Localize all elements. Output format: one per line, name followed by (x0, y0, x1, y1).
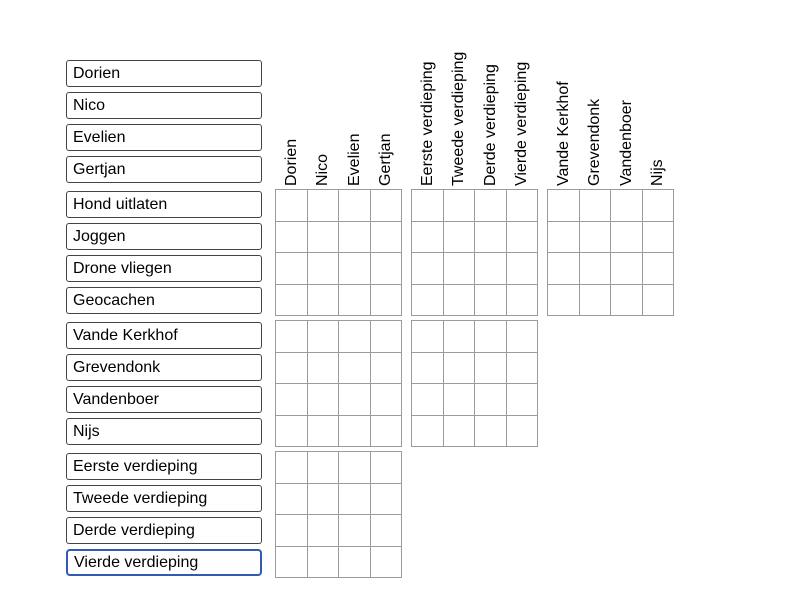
row-label-joggen[interactable] (66, 223, 262, 250)
grid-cell[interactable] (371, 222, 403, 254)
grid-cell[interactable] (276, 353, 308, 385)
grid-cell[interactable] (308, 384, 340, 416)
row-label-vande-kerkhof[interactable] (66, 322, 262, 349)
row-label-nijs[interactable] (66, 418, 262, 445)
grid-cell[interactable] (412, 222, 444, 254)
grid-cell[interactable] (308, 452, 340, 484)
grid-cell[interactable] (276, 452, 308, 484)
col-header-evelien: Evelien (345, 133, 363, 186)
grid-cell[interactable] (444, 222, 476, 254)
grid-cell[interactable] (371, 547, 403, 579)
grid-cell[interactable] (276, 384, 308, 416)
grid-cell[interactable] (580, 253, 612, 285)
grid-cell[interactable] (475, 384, 507, 416)
grid-cell[interactable] (643, 190, 675, 222)
col-header-gertjan: Gertjan (377, 133, 395, 186)
col-header-tweede-verdieping: Tweede verdieping (450, 51, 468, 186)
col-header-vierde-verdieping: Vierde verdieping (513, 61, 531, 186)
grid-cell[interactable] (475, 416, 507, 448)
grid-cell[interactable] (611, 222, 643, 254)
grid-cell[interactable] (548, 190, 580, 222)
grid-cell[interactable] (507, 190, 539, 222)
grid-cell[interactable] (371, 452, 403, 484)
grid-block-activities-surnames (547, 189, 674, 316)
row-label-evelien[interactable] (66, 124, 262, 151)
grid-cell[interactable] (444, 321, 476, 353)
grid-cell[interactable] (412, 321, 444, 353)
grid-cell[interactable] (339, 484, 371, 516)
col-header-dorien: Dorien (282, 138, 300, 186)
grid-cell[interactable] (276, 285, 308, 317)
row-label-drone-vliegen[interactable] (66, 255, 262, 282)
row-label-eerste-verdieping[interactable] (66, 453, 262, 480)
row-label-grevendonk[interactable] (66, 354, 262, 381)
col-header-derde-verdieping: Derde verdieping (481, 64, 499, 186)
grid-cell[interactable] (507, 416, 539, 448)
grid-cell[interactable] (339, 285, 371, 317)
grid-cell[interactable] (444, 416, 476, 448)
row-label-vandenboer[interactable] (66, 386, 262, 413)
grid-cell[interactable] (444, 190, 476, 222)
grid-cell[interactable] (339, 452, 371, 484)
grid-cell[interactable] (339, 547, 371, 579)
grid-cell[interactable] (276, 253, 308, 285)
grid-cell[interactable] (412, 416, 444, 448)
grid-cell[interactable] (276, 416, 308, 448)
grid-cell[interactable] (444, 285, 476, 317)
grid-cell[interactable] (308, 484, 340, 516)
grid-cell[interactable] (371, 285, 403, 317)
grid-cell[interactable] (308, 547, 340, 579)
grid-block-surnames-persons (275, 320, 402, 447)
grid-cell[interactable] (643, 222, 675, 254)
grid-cell[interactable] (276, 321, 308, 353)
grid-cell[interactable] (339, 416, 371, 448)
grid-cell[interactable] (308, 416, 340, 448)
grid-cell[interactable] (507, 253, 539, 285)
grid-block-floors-persons (275, 451, 402, 578)
grid-cell[interactable] (371, 515, 403, 547)
grid-cell[interactable] (475, 222, 507, 254)
grid-cell[interactable] (339, 190, 371, 222)
grid-cell[interactable] (339, 222, 371, 254)
grid-block-surnames-floors (411, 320, 538, 447)
grid-cell[interactable] (475, 253, 507, 285)
grid-cell[interactable] (308, 253, 340, 285)
grid-cell[interactable] (412, 353, 444, 385)
grid-cell[interactable] (276, 222, 308, 254)
grid-cell[interactable] (371, 353, 403, 385)
grid-cell[interactable] (507, 384, 539, 416)
grid-cell[interactable] (412, 253, 444, 285)
grid-cell[interactable] (276, 547, 308, 579)
grid-cell[interactable] (276, 484, 308, 516)
col-header-eerste-verdieping: Eerste verdieping (418, 61, 436, 186)
row-label-dorien[interactable] (66, 60, 262, 87)
grid-cell[interactable] (475, 321, 507, 353)
grid-cell[interactable] (276, 515, 308, 547)
grid-cell[interactable] (643, 253, 675, 285)
grid-cell[interactable] (580, 190, 612, 222)
grid-cell[interactable] (548, 253, 580, 285)
col-header-grevendonk: Grevendonk (586, 98, 604, 186)
grid-cell[interactable] (643, 285, 675, 317)
grid-cell[interactable] (308, 190, 340, 222)
grid-cell[interactable] (371, 484, 403, 516)
grid-cell[interactable] (507, 222, 539, 254)
grid-cell[interactable] (611, 253, 643, 285)
row-label-geocachen[interactable] (66, 287, 262, 314)
grid-cell[interactable] (412, 384, 444, 416)
grid-cell[interactable] (371, 253, 403, 285)
grid-cell[interactable] (276, 190, 308, 222)
column-header-group-surnames (548, 8, 674, 186)
grid-cell[interactable] (339, 384, 371, 416)
grid-cell[interactable] (548, 222, 580, 254)
row-label-tweede-verdieping[interactable] (66, 485, 262, 512)
grid-block-activities-persons (275, 189, 402, 316)
grid-cell[interactable] (507, 285, 539, 317)
grid-cell[interactable] (371, 384, 403, 416)
grid-cell[interactable] (339, 515, 371, 547)
col-header-vandenboer: Vandenboer (617, 100, 635, 186)
grid-block-activities-floors (411, 189, 538, 316)
grid-cell[interactable] (611, 190, 643, 222)
grid-cell[interactable] (308, 222, 340, 254)
grid-cell[interactable] (412, 190, 444, 222)
grid-cell[interactable] (611, 285, 643, 317)
row-label-nico[interactable] (66, 92, 262, 119)
grid-cell[interactable] (580, 285, 612, 317)
grid-cell[interactable] (412, 285, 444, 317)
row-label-derde-verdieping[interactable] (66, 517, 262, 544)
grid-cell[interactable] (308, 353, 340, 385)
grid-cell[interactable] (371, 416, 403, 448)
grid-cell[interactable] (475, 190, 507, 222)
grid-cell[interactable] (339, 253, 371, 285)
grid-cell[interactable] (444, 253, 476, 285)
grid-cell[interactable] (548, 285, 580, 317)
grid-cell[interactable] (308, 515, 340, 547)
grid-cell[interactable] (507, 321, 539, 353)
row-label-hond-uitlaten[interactable] (66, 191, 262, 218)
col-header-vande-kerkhof: Vande Kerkhof (554, 81, 572, 186)
grid-cell[interactable] (308, 285, 340, 317)
grid-cell[interactable] (444, 384, 476, 416)
grid-cell[interactable] (308, 321, 340, 353)
col-header-nico: Nico (314, 153, 332, 186)
grid-cell[interactable] (475, 353, 507, 385)
row-label-vierde-verdieping-focused[interactable] (66, 549, 262, 576)
col-header-nijs: Nijs (649, 159, 667, 186)
grid-cell[interactable] (339, 321, 371, 353)
grid-cell[interactable] (339, 353, 371, 385)
grid-cell[interactable] (371, 321, 403, 353)
grid-cell[interactable] (580, 222, 612, 254)
column-header-group-floors (412, 8, 538, 186)
row-label-gertjan[interactable] (66, 156, 262, 183)
grid-cell[interactable] (475, 285, 507, 317)
grid-cell[interactable] (371, 190, 403, 222)
grid-cell[interactable] (507, 353, 539, 385)
grid-cell[interactable] (444, 353, 476, 385)
column-header-group-persons (276, 8, 402, 186)
